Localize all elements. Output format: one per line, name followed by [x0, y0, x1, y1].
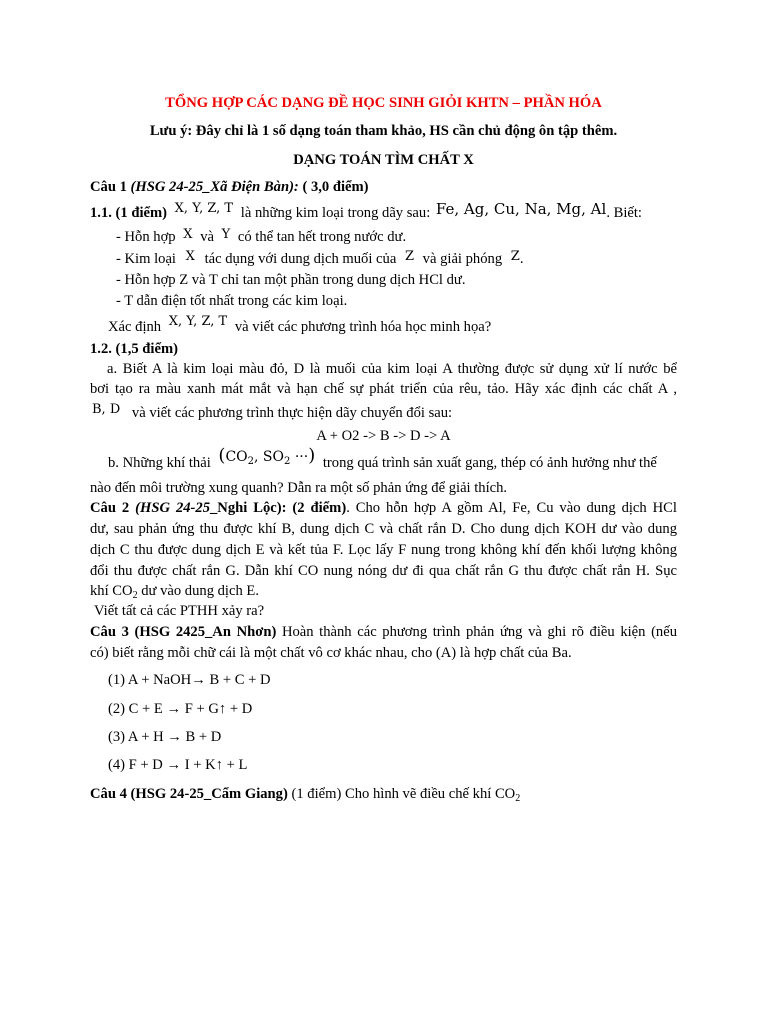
- part-1-1-question: [108, 314, 695, 337]
- part-1-2a-line-3: [92, 404, 679, 423]
- condition-2-period: .: [519, 251, 524, 267]
- equation-1: (1) A + NaOH→ B + C + D: [108, 672, 271, 688]
- metal-vars: X, Y, Z, T: [174, 201, 234, 216]
- question-2-text-1: . Cho hỗn hợp A gồm Al, Fe, Cu vào dung dịch HCl: [346, 500, 677, 516]
- subscript: 2: [247, 456, 255, 467]
- condition-3: - Hỗn hợp Z và T chỉ tan một phần trong dung dịch HCl dư.: [116, 272, 466, 288]
- metal-list: Fe, Ag, Cu, Na, Mg, Al: [435, 200, 607, 218]
- formula-dots: ···: [290, 449, 309, 465]
- var-z: Z: [510, 249, 520, 264]
- substances-bd: B, D: [92, 402, 121, 417]
- var-x: X: [183, 227, 193, 242]
- part-1-2b-text-b: trong quá trình sản xuất gang, thép có ảnh hưởng như thế: [322, 455, 657, 471]
- part-1-2b-text-a: b. Những khí thải: [108, 455, 211, 471]
- part-1-1-intro: [90, 200, 677, 223]
- question-2-line-2: dư, sau phản ứng thu được khí B, dung dịch C và chất rắn D. Cho dung dịch KOH dư vào dung: [90, 521, 677, 537]
- var-x: X: [185, 249, 195, 264]
- var-y: Y: [221, 227, 231, 242]
- subscript: 2: [132, 590, 138, 601]
- condition-2-text-c: và giải phóng: [422, 251, 503, 267]
- part-1-2b-line-2: nào đến môi trường xung quanh? Dẫn ra một số phản ứng để giải thích.: [90, 480, 508, 496]
- question-2-line-4: đổi thu được chất rắn G. Dẫn khí CO nung nóng dư đi qua chất rắn G thu được chất rắn H. Sục: [90, 563, 677, 579]
- section-heading: DẠNG TOÁN TÌM CHẤT X: [293, 152, 474, 168]
- subscript: 2: [515, 793, 521, 804]
- document-title: TỔNG HỢP CÁC DẠNG ĐỀ HỌC SINH GIỎI KHTN – PHẦN HÓA: [165, 95, 602, 111]
- document-note: Lưu ý: Đây chỉ là 1 số dạng toán tham khảo, HS cần chủ động ôn tập thêm.: [149, 123, 618, 139]
- question-2-line-6: Viết tất cả các PTHH xảy ra?: [94, 603, 265, 619]
- equation-2: (2) C + E → F + G↑ + D: [108, 701, 253, 717]
- part-1-1-label: 1.1. (1 điểm): [90, 205, 168, 221]
- condition-1-text-c: có thể tan hết trong nước dư.: [237, 229, 407, 245]
- part-1-1-question-b: và viết các phương trình hóa học minh họa?: [234, 319, 492, 335]
- condition-1-text-a: - Hỗn hợp: [116, 229, 176, 245]
- var-z: Z: [404, 249, 415, 264]
- part-1-2a-text-1: a. Biết A là kim loại màu đỏ, D là muối của kim loại A thường được sử dụng xử lí nước bể: [107, 361, 677, 377]
- question-1-points: ( 3,0 điểm): [298, 179, 369, 195]
- question-4-label: Câu 4 (HSG 24-25_Cẩm Giang): [90, 786, 288, 802]
- condition-1: [116, 228, 703, 247]
- condition-2-text-a: - Kim loại: [116, 251, 176, 267]
- part-1-2a-text-3: và viết các phương trình thực hiện dãy chuyển đổi sau:: [131, 405, 453, 421]
- part-1-1-question-a: Xác định: [108, 319, 162, 335]
- part-1-2b-line-1: [108, 445, 695, 477]
- formula-so: , SO: [254, 449, 284, 465]
- question-1-heading: [90, 178, 677, 196]
- equation-4: (4) F + D → I + K↑ + L: [108, 757, 248, 773]
- conversion-chain: A + O2 -> B -> D -> A: [316, 428, 451, 444]
- condition-2: [116, 250, 703, 269]
- question-1-source: (HSG 24-25_Xã Điện Bàn):: [130, 179, 299, 195]
- question-4-text: (1 điểm) Cho hình vẽ điều chế khí CO: [287, 786, 516, 802]
- question-2-source: (HSG 24-25: [135, 500, 210, 516]
- question-2-source-points: _Nghi Lộc): (2 điểm): [210, 500, 347, 516]
- part-1-2a-line-1: [90, 360, 677, 378]
- question-3-text-1: Hoàn thành các phương trình phản ứng và ghi rõ điều kiện (nếu: [276, 624, 678, 640]
- question-2-text-5b: dư vào dung dịch E.: [137, 583, 259, 599]
- part-1-2a-line-2: bơi tạo ra màu xanh mát mắt và hạn chế sự phát triển của rêu, tảo. Hãy xác định các chất A ,: [90, 381, 677, 397]
- condition-2-text-b: tác dụng với dung dịch muối của: [204, 251, 397, 267]
- question-2-label: Câu 2: [90, 500, 136, 516]
- condition-1-text-b: và: [200, 229, 214, 245]
- exhaust-gases-formula: ($CO_2$, $SO_2$ ···): [218, 445, 316, 467]
- part-1-2-label: 1.2. (1,5 điểm): [90, 341, 178, 357]
- part-1-1-text-end: . Biết:: [606, 205, 642, 221]
- equation-3: (3) A + H → B + D: [108, 729, 222, 745]
- question-2-line-1: [90, 499, 677, 517]
- question-3-label: Câu 3 (HSG 2425_An Nhơn): [90, 624, 277, 640]
- question-3-line-2: có) biết rằng mỗi chữ cái là một chất vô cơ khác nhau, cho (A) là hợp chất của Ba.: [90, 645, 572, 661]
- question-3-line-1: [90, 623, 677, 641]
- subscript: 2: [284, 456, 291, 467]
- question-4-line-1: [90, 785, 677, 808]
- condition-4: - T dẫn điện tốt nhất trong các kim loại.: [116, 293, 348, 309]
- formula-co: CO: [225, 449, 248, 465]
- metal-vars: X, Y, Z, T: [168, 314, 228, 329]
- part-1-1-text: là những kim loại trong dãy sau:: [240, 205, 431, 221]
- question-1-label: Câu 1: [90, 179, 131, 195]
- question-2-line-3: dịch C thu được dung dịch E và kết tủa F. Lọc lấy F nung trong không khí đến khối lượng không: [90, 542, 677, 558]
- question-2-text-5a: khí CO: [90, 583, 133, 599]
